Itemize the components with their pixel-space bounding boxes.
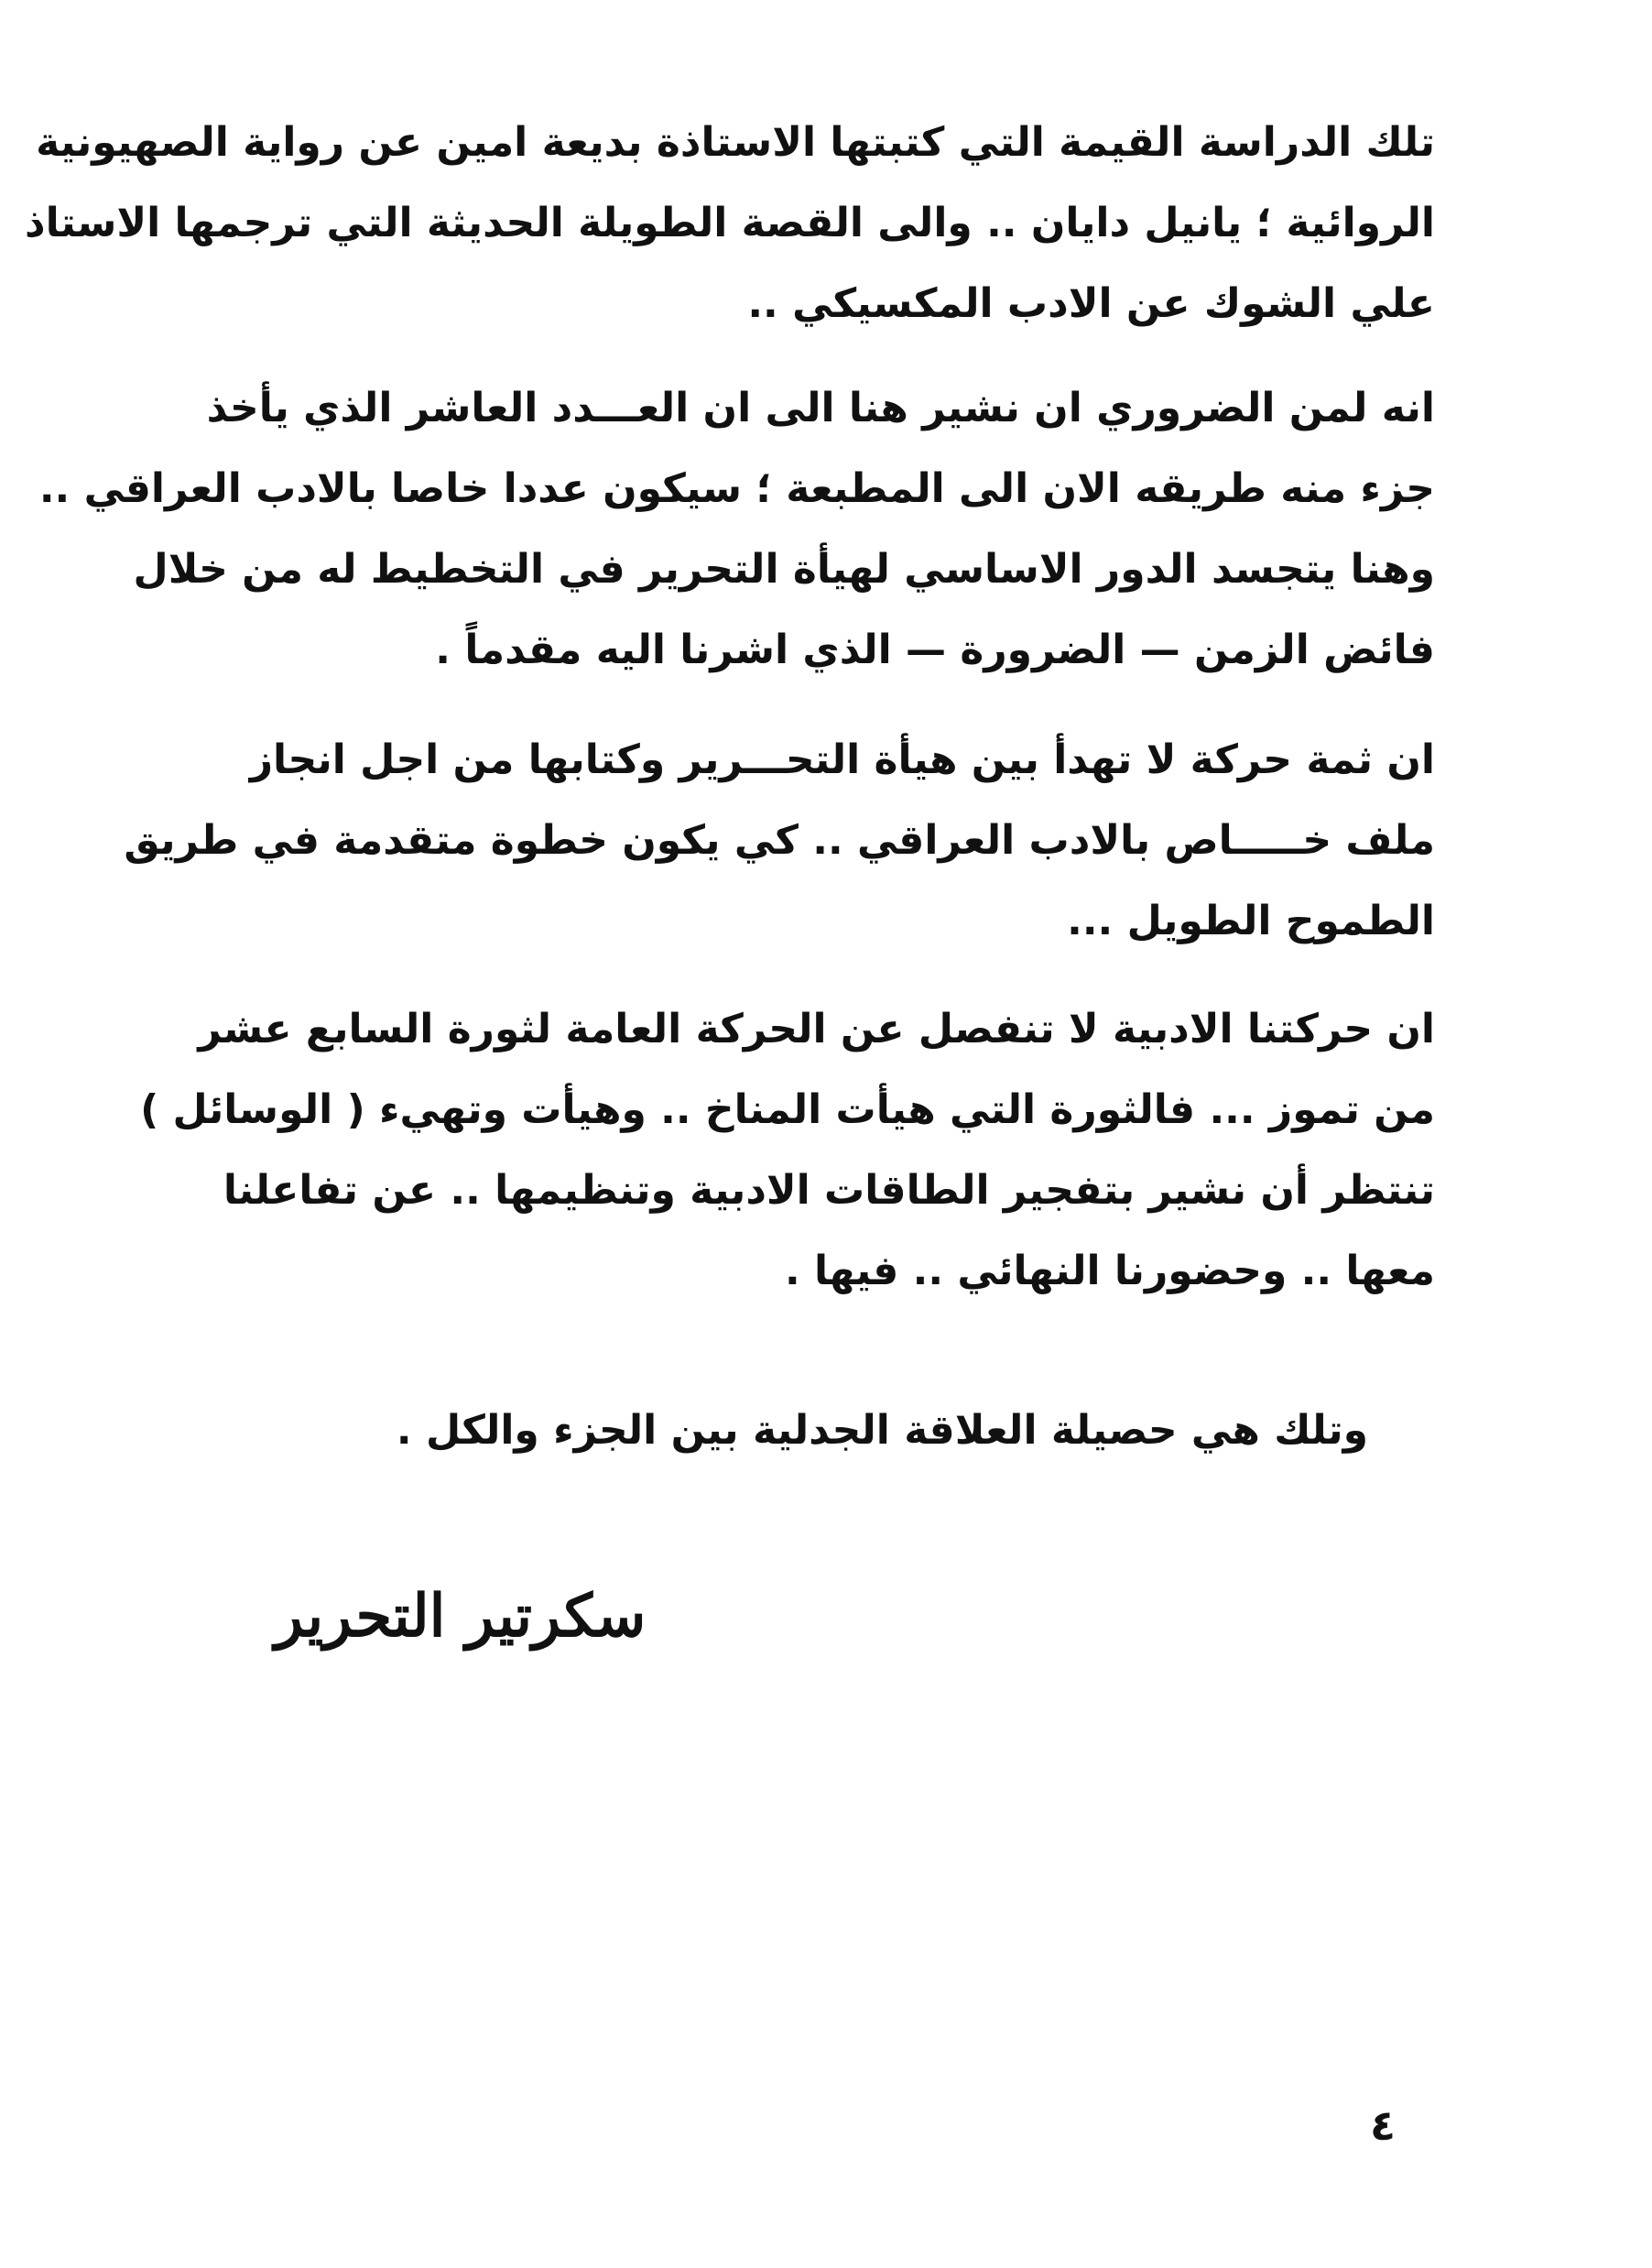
- paragraph-line: علي الشوك عن الادب المكسيكي ..: [747, 280, 1435, 327]
- paragraph-line: فائض الزمن — الضرورة — الذي اشرنا اليه مقدماً .: [435, 627, 1435, 673]
- paragraph-line: تنتظر أن نشير بتفجير الطاقات الادبية وتنظيمها .. عن تفاعلنا: [223, 1167, 1435, 1214]
- paragraph-line: جزء منه طريقه الان الى المطبعة ؛ سيكون عددا خاصا بالادب العراقي ..: [38, 465, 1435, 512]
- page-number: ٤: [1369, 2100, 1397, 2150]
- paragraph-line: معها .. وحضورنا النهائي .. فيها .: [784, 1248, 1435, 1294]
- paragraph-line: الطموح الطويل ...: [1067, 898, 1435, 944]
- paragraph-line: ان ثمة حركة لا تهدأ بين هيأة التحـــرير وكتابها من اجل انجاز: [249, 736, 1435, 783]
- paragraph-line: تلك الدراسة القيمة التي كتبتها الاستاذة بديعة امين عن رواية الصهيونية: [36, 119, 1435, 166]
- signature-editorial-secretary: سكرتير التحرير: [275, 1582, 647, 1651]
- paragraph-3: [124, 720, 1435, 962]
- paragraph-line: ان حركتنا الادبية لا تنفصل عن الحركة العامة لثورة السابع عشر: [198, 1006, 1435, 1052]
- paragraph-line: انه لمن الضروري ان نشير هنا الى ان العـــدد العاشر الذي يأخذ: [206, 385, 1435, 431]
- paragraph-line: ملف خـــــاص بالادب العراقي .. كي يكون خطوة متقدمة في طريق: [124, 817, 1435, 864]
- paragraph-4: [140, 989, 1435, 1312]
- paragraph-line: من تموز ... فالثورة التي هيأت المناخ .. وهيأت وتهيء ( الوسائل ): [140, 1086, 1435, 1133]
- paragraph-2: [38, 368, 1435, 691]
- paragraph-1: [25, 103, 1435, 344]
- paragraph-line: الروائية ؛ يانيل دايان .. والى القصة الطويلة الحديثة التي ترجمها الاستاذ: [25, 200, 1435, 246]
- paragraph-5: [150, 1390, 1368, 1471]
- paragraph-line: وهنا يتجسد الدور الاساسي لهيأة التحرير في التخطيط له من خلال: [133, 546, 1435, 593]
- paragraph-line: وتلك هي حصيلة العلاقة الجدلية بين الجزء والكل .: [396, 1407, 1368, 1454]
